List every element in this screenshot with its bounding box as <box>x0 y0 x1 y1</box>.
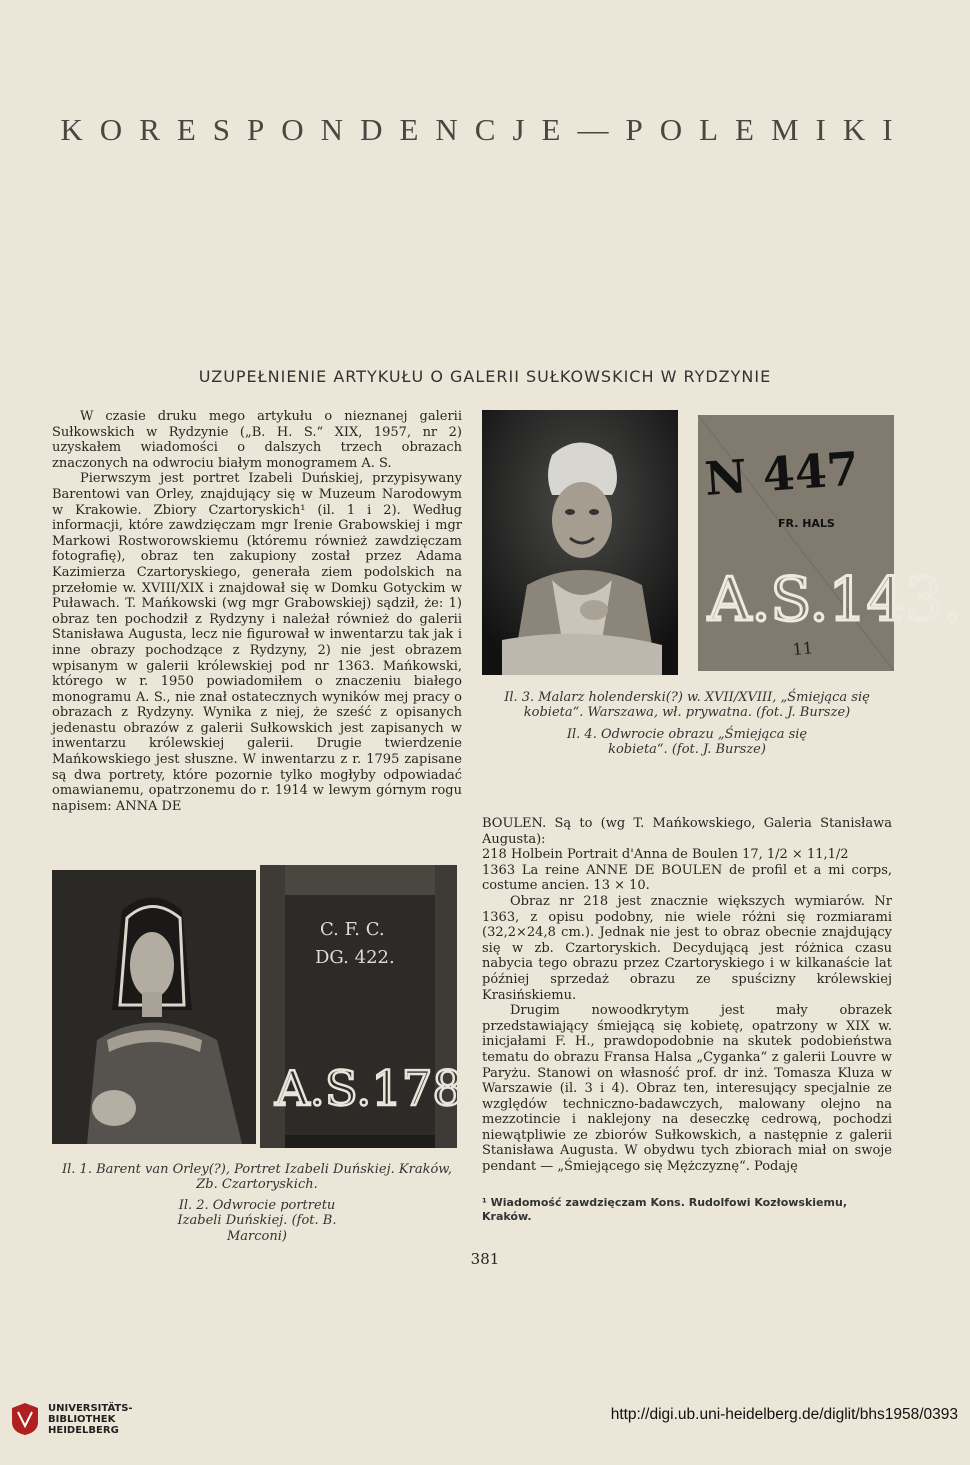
figure-1-caption: Il. 1. Barent van Orley(?), Portret Izabeli Duńskiej. Kraków, Zb. Czartoryskich. <box>62 1162 452 1193</box>
figure-2-caption: Il. 2. Odwrocie portretu Izabeli Duńskiej. (fot. B. Marconi) <box>177 1198 337 1244</box>
paragraph: Pierwszym jest portret Izabeli Duńskiej, przypisywany Barentowi van Orley, znajdujący się w Muzeum Narodowym w Krakowie. Zbiory Czartoryskich¹ (il. 1 i 2). Według informacji, które zawdzięczam mgr Irenie Grabowskiej i mgr Markowi Rostworowskiemu (któremu również zawdzięczam fotografię), obraz ten zakupiony został przez Adama Kazimierza Czartoryskiego, generała ziem podolskich na przełomie w. XVIII/XIX i znajdował się w Domku Gotyckim w Puławach. T. Mańkowski (wg mgr Grabowskiej) sądził, że: 1) obraz ten pochodził z Rydzyny i należał również do galerii Stanisława Augusta, lecz nie figurował w inwentarzu tak jak i inne obrazy pochodzące z Rydzyny, 2) nie jest obrazem wpisanym w galerii królewskiej pod nr 1363. Mańkowski, którego w r. 1950 powiadomiłem o znaczeniu białego monogramu A. S., nie znał ostatecznych wyników mej pracy o obrazach z Rydzyny. Wynika z niej, że sześć z opisanych jedenastu obrazów z galerii Sułkowskich jest zapisanych w inwentarzu królewskiej galerii. Drugie twierdzenie Mańkowskiego jest słuszne. W inwentarzu z r. 1795 zapisane są dwa portrety, które pozornie tylko mogłyby odpowiadać omawianemu, opatrzonemu do r. 1914 w lewym górnym rogu napisem: ANNA DE <box>52 471 462 814</box>
paragraph: Drugim nowoodkrytym jest mały obrazek przedstawiający śmiejącą się kobietę, opatrzony w XIX w. inicjałami F. H., prawdopodobnie na skutek podobieństwa tematu do obrazu Fransa Halsa „Cyganka“ z galerii Louvre w Paryżu. Stanowi on własność prof. dr inż. Tomasza Kluza w Warszawie (il. 3 i 4). Obraz ten, interesujący specjalnie ze względów techniczno-badawczych, malowany olejno na mezzotincie i naklejony na deseczkę cedrową, pochodzi niewątpliwie ze zbiorów Sułkowskich, a następnie z galerii Stanisława Augusta. W obydwu tych zbiorach miał on swoje pendant — „Śmiejącego się Mężczyznę“. Podaję <box>482 1003 892 1175</box>
figure-2-portrait-reverse <box>260 865 479 1148</box>
footnote: ¹ Wiadomość zawdzięczam Kons. Rudolfowi Kozłowskiemu, Kraków. <box>482 1196 847 1223</box>
inscription-fr-hals: FR. HALS <box>778 517 835 530</box>
figure-4-panel-reverse <box>698 415 963 671</box>
page-number: 381 <box>470 1250 500 1268</box>
inscription-cfc: C. F. C. <box>320 919 385 940</box>
monogram-inscription: A.S.178. <box>275 1061 479 1117</box>
figure-3-laughing-woman <box>482 410 678 675</box>
paragraph: BOULEN. Są to (wg T. Mańkowskiego, Galeria Stanisława Augusta): <box>482 816 892 847</box>
figure-1-portrait <box>52 870 256 1144</box>
section-title: KORESPONDENCJE—POLEMIKI <box>60 112 910 147</box>
inventory-entry: 1363 La reine ANNE DE BOULEN de profil et a mi corps, costume ancien. 13 × 10. <box>482 862 892 894</box>
library-crest-icon <box>10 1402 40 1436</box>
monogram-inscription: A.S.143. <box>708 565 963 635</box>
panel-reverse-image <box>698 415 963 671</box>
article-title: UZUPEŁNIENIE ARTYKUŁU O GALERII SUŁKOWSKICH W RYDZYNIE <box>198 367 772 386</box>
figure-4-caption: Il. 4. Odwrocie obrazu „Śmiejąca się kobieta“. (fot. J. Bursze) <box>566 727 808 758</box>
inventory-entry: 218 Holbein Portrait d'Anna de Boulen 17, 1/2 × 11,1/2 <box>482 847 849 863</box>
inscription-bottom: 11 <box>791 638 814 659</box>
library-logo[interactable] <box>10 1402 133 1436</box>
source-url-link[interactable]: http://digi.ub.uni-heidelberg.de/diglit/bhs1958/0393 <box>610 1406 958 1423</box>
library-name: UNIVERSITÄTS- BIBLIOTHEK HEIDELBERG <box>48 1402 133 1436</box>
inscription-dg: DG. 422. <box>315 947 395 968</box>
portrait-laughing-woman-image <box>482 410 678 675</box>
left-text-column <box>52 409 462 814</box>
inscription-number-top: N 447 <box>703 441 861 506</box>
portrait-izabela-image <box>52 870 256 1144</box>
figure-3-caption: Il. 3. Malarz holenderski(?) w. XVII/XVIII, „Śmiejąca się kobieta“. Warszawa, wł. prywatna. (fot. J. Bursze) <box>504 690 870 721</box>
portrait-reverse-image <box>260 865 479 1148</box>
paragraph: Obraz nr 218 jest znacznie większych wymiarów. Nr 1363, z opisu podobny, nie wiele różni się rozmiarami (32,2×24,8 cm.). Jednak nie jest to obraz obecnie znajdujący się w zb. Czartoryskich. Decydującą jest różnica czasu nabycia tego obrazu przez Czartoryskiego i w kilkanaście lat później sprzedaż obrazu ze spuścizny królewskiej Krasińskiemu. <box>482 893 892 1003</box>
right-text-column <box>482 816 892 1175</box>
paragraph: W czasie druku mego artykułu o nieznanej galerii Sułkowskich w Rydzynie („B. H. S.“ XIX, 1957, nr 2) uzyskałem wiadomości o dalszych trzech obrazach znaczonych na odwrociu białym monogramem A. S. <box>52 409 462 471</box>
